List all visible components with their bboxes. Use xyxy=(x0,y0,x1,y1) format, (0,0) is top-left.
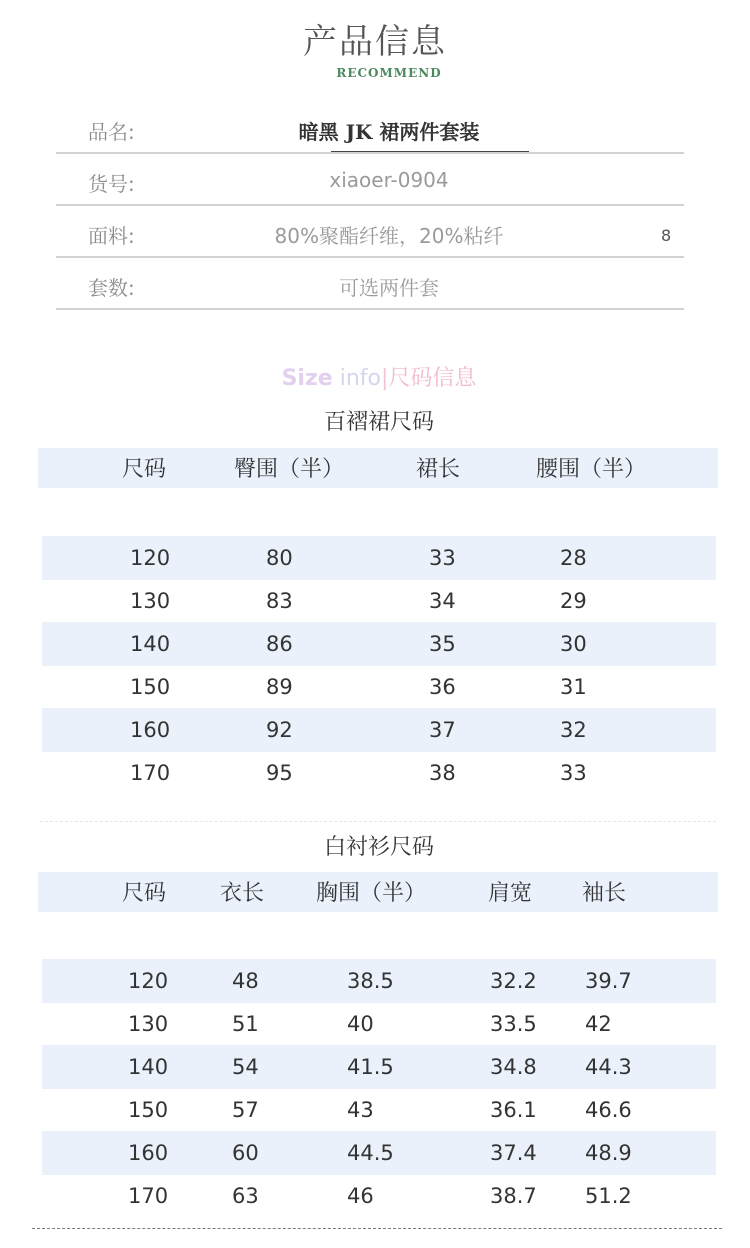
table-cell: 34 xyxy=(429,589,456,613)
size-info-en2: info xyxy=(339,366,381,391)
column-header: 尺码 xyxy=(122,881,167,906)
table-cell: 33 xyxy=(429,546,456,570)
size-info-en: Size xyxy=(281,366,333,391)
info-label: 套数: xyxy=(88,276,135,300)
shirt-table-title: 白衬衫尺码 xyxy=(323,835,434,860)
page-subtitle: RECOMMEND xyxy=(336,66,442,80)
table-cell: 46.6 xyxy=(585,1098,632,1122)
table-cell: 89 xyxy=(266,675,293,699)
table-cell: 38.5 xyxy=(347,969,394,993)
product-name: 暗黑 JK 裙两件套装 xyxy=(56,116,722,145)
info-row-name xyxy=(56,104,684,154)
column-header: 衣长 xyxy=(220,881,265,906)
table-cell: 46 xyxy=(347,1184,374,1208)
row-divider xyxy=(56,308,684,310)
column-header: 裙长 xyxy=(416,457,461,482)
item-number: xiaoer-0904 xyxy=(329,168,449,192)
table-cell: 130 xyxy=(130,589,171,613)
column-header: 袖长 xyxy=(582,881,627,906)
table-cell: 170 xyxy=(130,761,171,785)
table-cell: 43 xyxy=(347,1098,374,1122)
table-cell: 160 xyxy=(130,718,171,742)
info-row-sets xyxy=(56,260,684,310)
size-info-separator: | xyxy=(380,366,389,391)
table-cell: 150 xyxy=(130,675,171,699)
table-cell: 39.7 xyxy=(585,969,632,993)
size-info-heading xyxy=(0,361,750,392)
table-cell: 130 xyxy=(128,1012,169,1036)
row-divider xyxy=(56,152,684,154)
table-cell: 41.5 xyxy=(347,1055,394,1079)
table-cell: 36.1 xyxy=(490,1098,537,1122)
page-marker: 8 xyxy=(661,226,672,245)
table-cell: 60 xyxy=(232,1141,259,1165)
table-cell: 31 xyxy=(560,675,587,699)
row-divider xyxy=(56,204,684,206)
table-cell: 83 xyxy=(266,589,293,613)
table-cell: 30 xyxy=(560,632,587,656)
table-cell: 37.4 xyxy=(490,1141,537,1165)
table-cell: 32 xyxy=(560,718,587,742)
table-cell: 34.8 xyxy=(490,1055,537,1079)
table-cell: 140 xyxy=(130,632,171,656)
table-cell: 37 xyxy=(429,718,456,742)
table-cell: 160 xyxy=(128,1141,169,1165)
row-divider xyxy=(56,256,684,258)
table-cell: 42 xyxy=(585,1012,612,1036)
column-header: 尺码 xyxy=(122,457,167,482)
table-cell: 54 xyxy=(232,1055,259,1079)
table-cell: 40 xyxy=(347,1012,374,1036)
table-cell: 44.3 xyxy=(585,1055,632,1079)
table-cell: 48.9 xyxy=(585,1141,632,1165)
table-cell: 33 xyxy=(560,761,587,785)
table-cell: 35 xyxy=(429,632,456,656)
table-cell: 29 xyxy=(560,589,587,613)
column-header: 胸围（半） xyxy=(316,881,427,906)
table-cell: 33.5 xyxy=(490,1012,537,1036)
table-cell: 140 xyxy=(128,1055,169,1079)
info-label: 货号: xyxy=(88,172,135,196)
table-cell: 44.5 xyxy=(347,1141,394,1165)
page-title: 产品信息 xyxy=(303,22,447,62)
bottom-divider xyxy=(32,1228,722,1229)
size-info-cn: 尺码信息 xyxy=(388,366,477,391)
table-cell: 38 xyxy=(429,761,456,785)
column-header: 肩宽 xyxy=(488,881,533,906)
section-divider xyxy=(40,821,716,822)
table-cell: 51.2 xyxy=(585,1184,632,1208)
table-cell: 150 xyxy=(128,1098,169,1122)
column-header: 臀围（半） xyxy=(234,457,345,482)
table-cell: 63 xyxy=(232,1184,259,1208)
info-label: 品名: xyxy=(88,120,135,144)
table-cell: 38.7 xyxy=(490,1184,537,1208)
info-row-fabric xyxy=(56,208,684,258)
skirt-table-title: 百褶裙尺码 xyxy=(323,410,434,435)
table-cell: 36 xyxy=(429,675,456,699)
info-label: 面料: xyxy=(88,224,135,248)
column-header: 腰围（半） xyxy=(536,457,647,482)
table-cell: 170 xyxy=(128,1184,169,1208)
table-cell: 51 xyxy=(232,1012,259,1036)
info-row-item-number xyxy=(56,156,684,206)
table-cell: 86 xyxy=(266,632,293,656)
table-cell: 80 xyxy=(266,546,293,570)
table-cell: 28 xyxy=(560,546,587,570)
table-cell: 48 xyxy=(232,969,259,993)
table-cell: 57 xyxy=(232,1098,259,1122)
table-cell: 120 xyxy=(128,969,169,993)
table-cell: 95 xyxy=(266,761,293,785)
set-count: 可选两件套 xyxy=(339,276,439,300)
table-cell: 92 xyxy=(266,718,293,742)
table-cell: 32.2 xyxy=(490,969,537,993)
table-cell: 120 xyxy=(130,546,171,570)
fabric: 80%聚酯纤维，20%粘纤 xyxy=(274,224,504,248)
